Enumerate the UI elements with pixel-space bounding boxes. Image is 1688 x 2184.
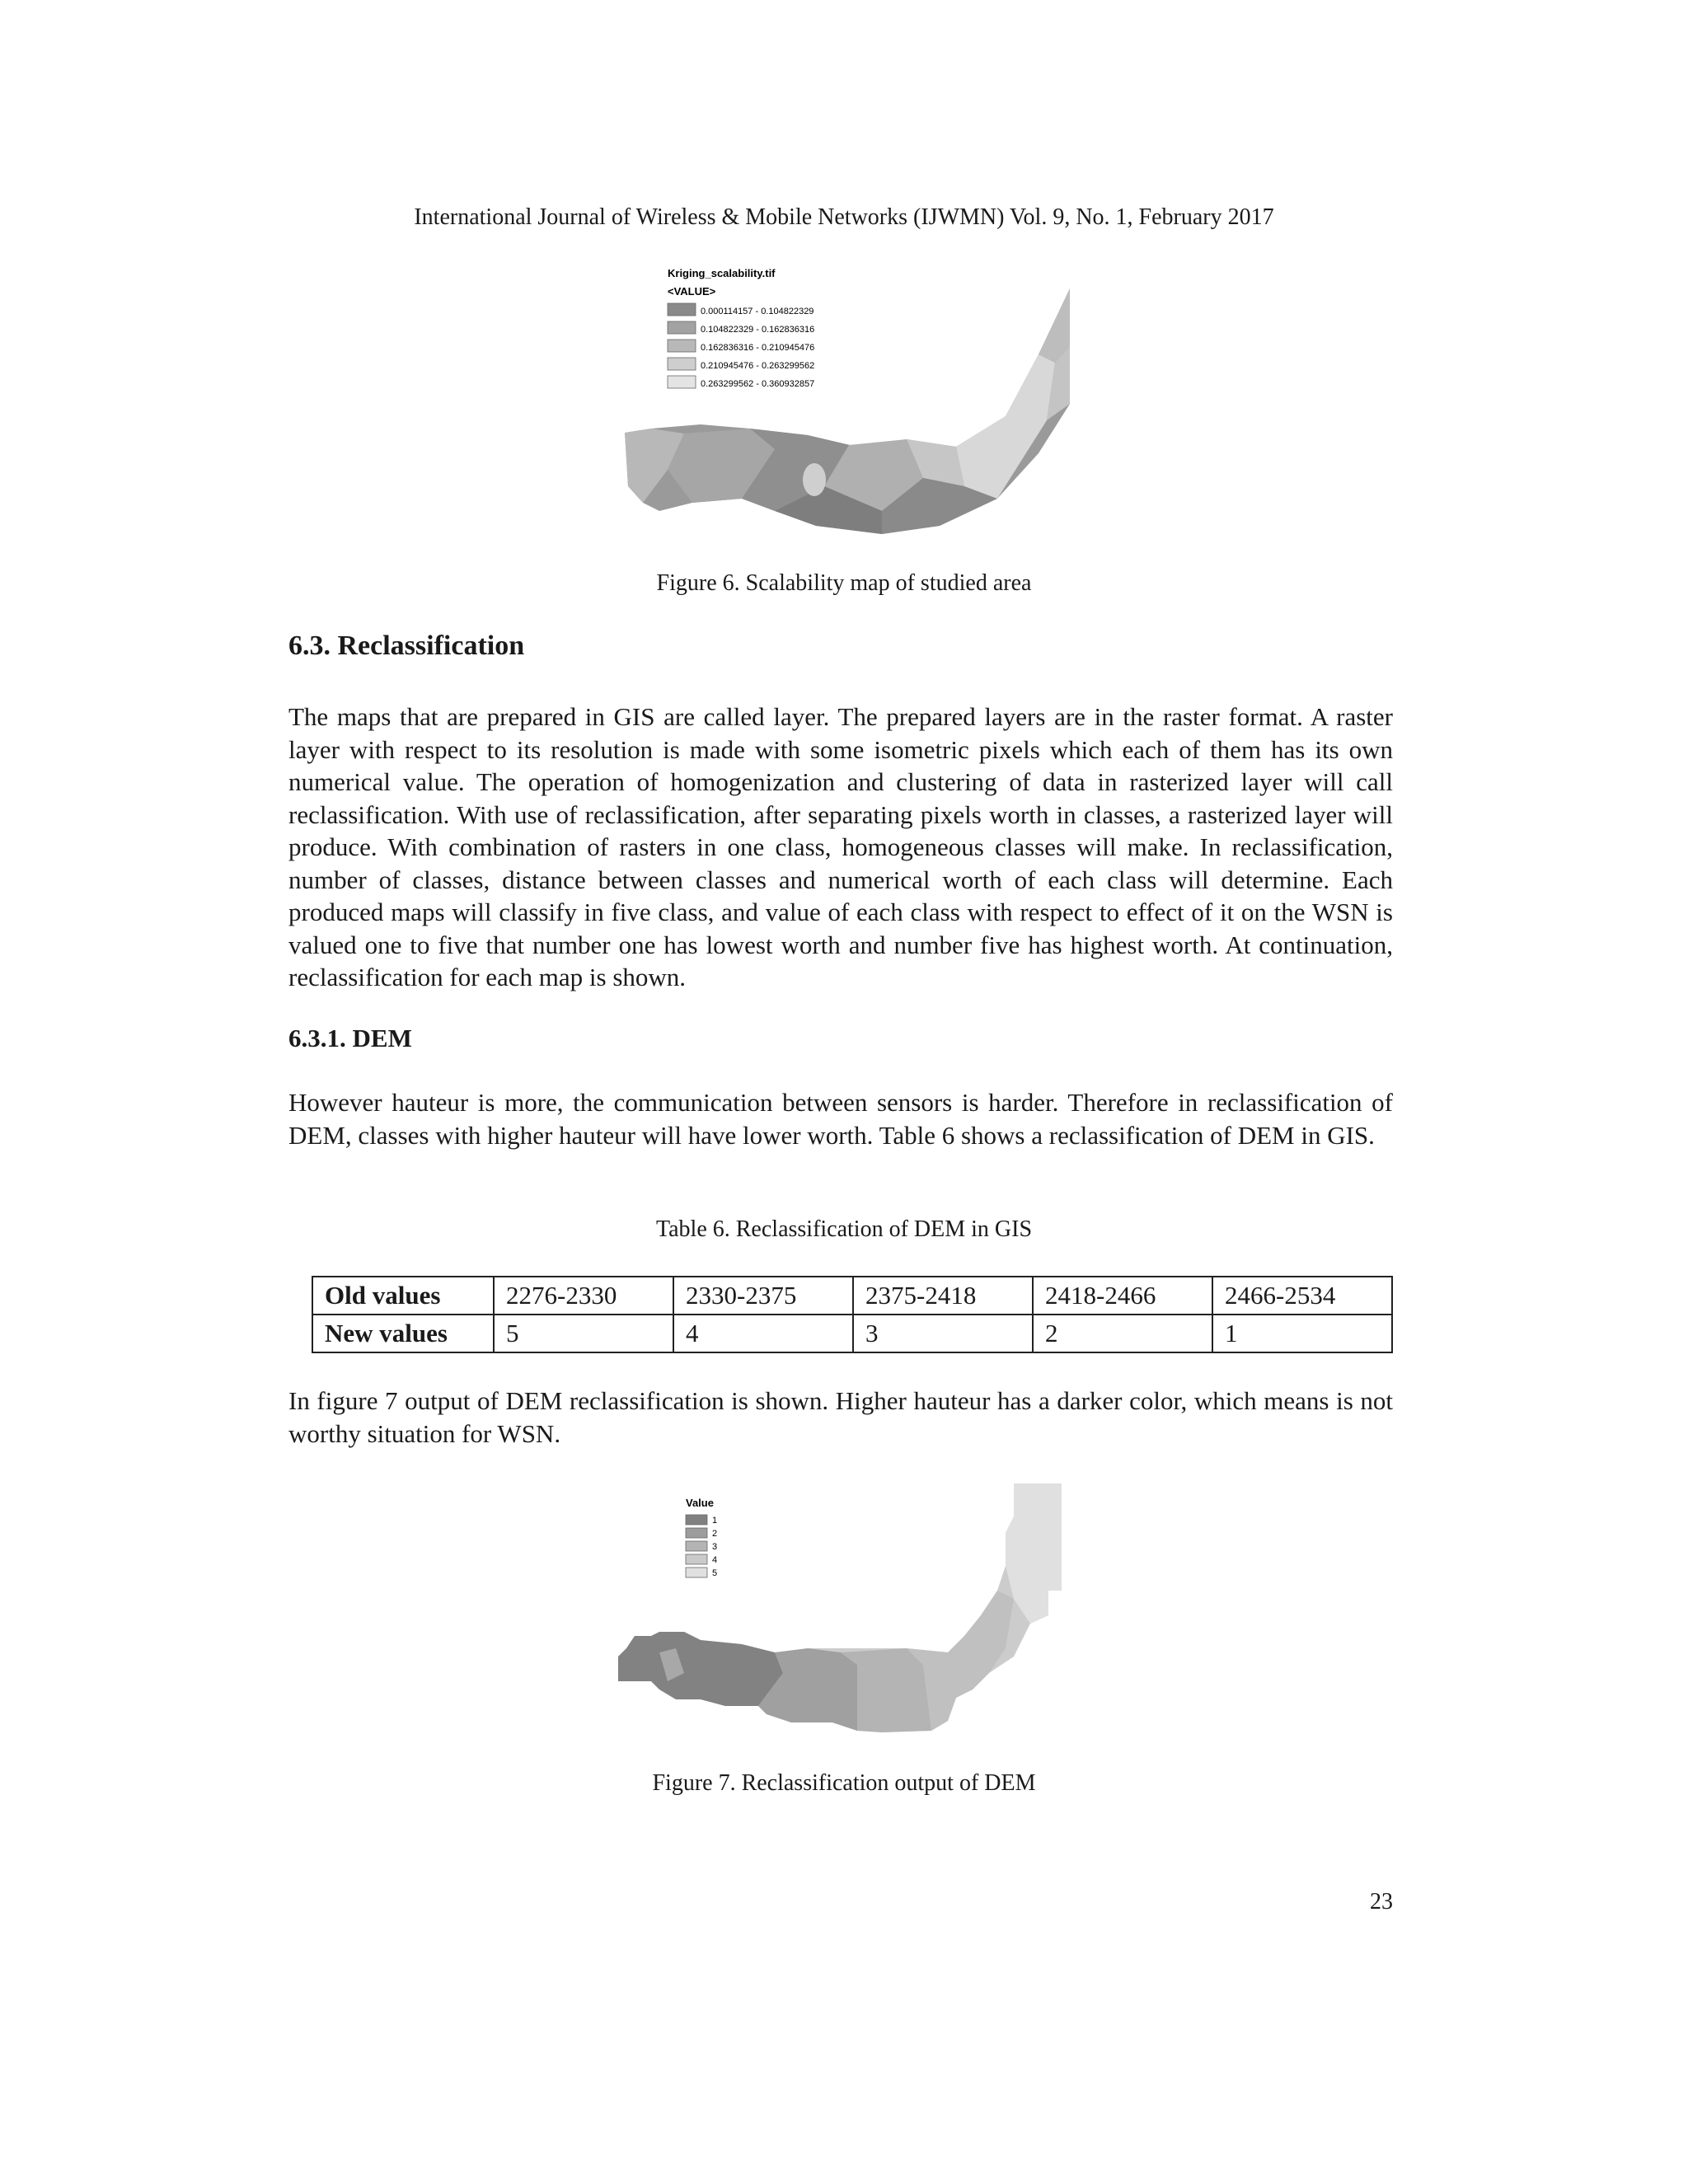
figure-6-legend-title: Kriging_scalability.tif	[668, 267, 776, 279]
figure-6-legend	[668, 267, 814, 389]
table-row	[312, 1315, 1392, 1352]
table-cell: 2418-2466	[1033, 1277, 1212, 1315]
figure-6-legend-label: 0.210945476 - 0.263299562	[701, 361, 815, 371]
figure-7-legend-label: 1	[712, 1516, 718, 1526]
figure-7-caption: Figure 7. Reclassification output of DEM	[652, 1770, 1036, 1796]
figure-6-legend-label: 0.162836316 - 0.210945476	[701, 343, 815, 353]
table-cell: 4	[673, 1315, 853, 1352]
after-table-paragraph: In figure 7 output of DEM reclassification is shown. Higher hauteur has a darker color, which means is not worthy situation for WSN.	[288, 1386, 1393, 1448]
figure-7-legend-swatch	[686, 1528, 707, 1538]
figure-7-legend-label: 4	[712, 1555, 718, 1565]
figure-7-legend-label: 2	[712, 1529, 718, 1539]
figure-7-legend-swatch	[686, 1541, 707, 1551]
figure-6-legend-swatch	[668, 303, 696, 316]
table-cell: 1	[1212, 1315, 1392, 1352]
section-heading: 6.3. Reclassification	[288, 630, 525, 661]
figure-6-legend-label: 0.000114157 - 0.104822329	[701, 307, 814, 316]
figure-6-caption: Figure 6. Scalability map of studied area	[656, 570, 1032, 596]
table-cell: 2466-2534	[1212, 1277, 1392, 1315]
subsection-paragraph: However hauteur is more, the communication between sensors is harder. Therefore in reclassification of DEM, classes with higher hauteur will have lower worth. Table 6 shows a reclassification of DEM in GIS.	[288, 1088, 1393, 1150]
table-cell: 2	[1033, 1315, 1212, 1352]
figure-7-legend-title: Value	[686, 1497, 714, 1509]
figure-7-map-shape	[618, 1483, 1062, 1732]
table-row	[312, 1277, 1392, 1315]
figure-6-scalability-map	[610, 264, 1071, 544]
figure-7-legend	[686, 1497, 717, 1578]
figure-6-legend-swatch	[668, 321, 696, 334]
figure-7-legend-swatch	[686, 1515, 707, 1525]
figure-6-legend-label: 0.104822329 - 0.162836316	[701, 325, 815, 335]
table-cell: 2375-2418	[853, 1277, 1033, 1315]
figure-6-legend-label: 0.263299562 - 0.360932857	[701, 379, 815, 389]
subsection-heading: 6.3.1. DEM	[288, 1024, 412, 1052]
table-cell: 5	[494, 1315, 673, 1352]
table-row-header: New values	[312, 1315, 494, 1352]
figure-6-legend-swatch	[668, 358, 696, 370]
table-cell: 3	[853, 1315, 1033, 1352]
table-row-header: Old values	[312, 1277, 494, 1315]
figure-6-legend-swatch	[668, 340, 696, 352]
table-cell: 2276-2330	[494, 1277, 673, 1315]
table-cell: 2330-2375	[673, 1277, 853, 1315]
table-6	[312, 1276, 1393, 1353]
figure-7-legend-label: 3	[712, 1542, 718, 1552]
figure-7-legend-swatch	[686, 1554, 707, 1564]
table-6-caption: Table 6. Reclassification of DEM in GIS	[655, 1216, 1033, 1242]
section-paragraph: The maps that are prepared in GIS are called layer. The prepared layers are in the raster format. A raster layer with respect to its resolution is made with some isometric pixels which each of them has its own numerical value. The operation of homogenization and clustering of data in rasterized layer will call reclassification. With use of reclassification, after separating pixels worth in classes, a rasterized layer will produce. With combination of rasters in one class, homogeneous classes will make. In reclassification, number of classes, distance between classes and numerical worth of each class will determine. Each produced maps will classify in five class, and value of each class with respect to effect of it on the WSN is valued one to five that number one has lowest worth and number five has highest worth. At continuation, reclassification for each map is shown.	[288, 702, 1393, 991]
running-header: International Journal of Wireless & Mobile Networks (IJWMN) Vol. 9, No. 1, February 2017	[414, 204, 1274, 230]
figure-6-legend-subtitle: <VALUE>	[668, 285, 716, 298]
page-number: 23	[1370, 1889, 1393, 1915]
figure-6-legend-swatch	[668, 376, 696, 388]
figure-7-dem-reclassification-map	[610, 1483, 1071, 1755]
figure-7-legend-label: 5	[712, 1568, 718, 1578]
figure-7-legend-swatch	[686, 1568, 707, 1577]
